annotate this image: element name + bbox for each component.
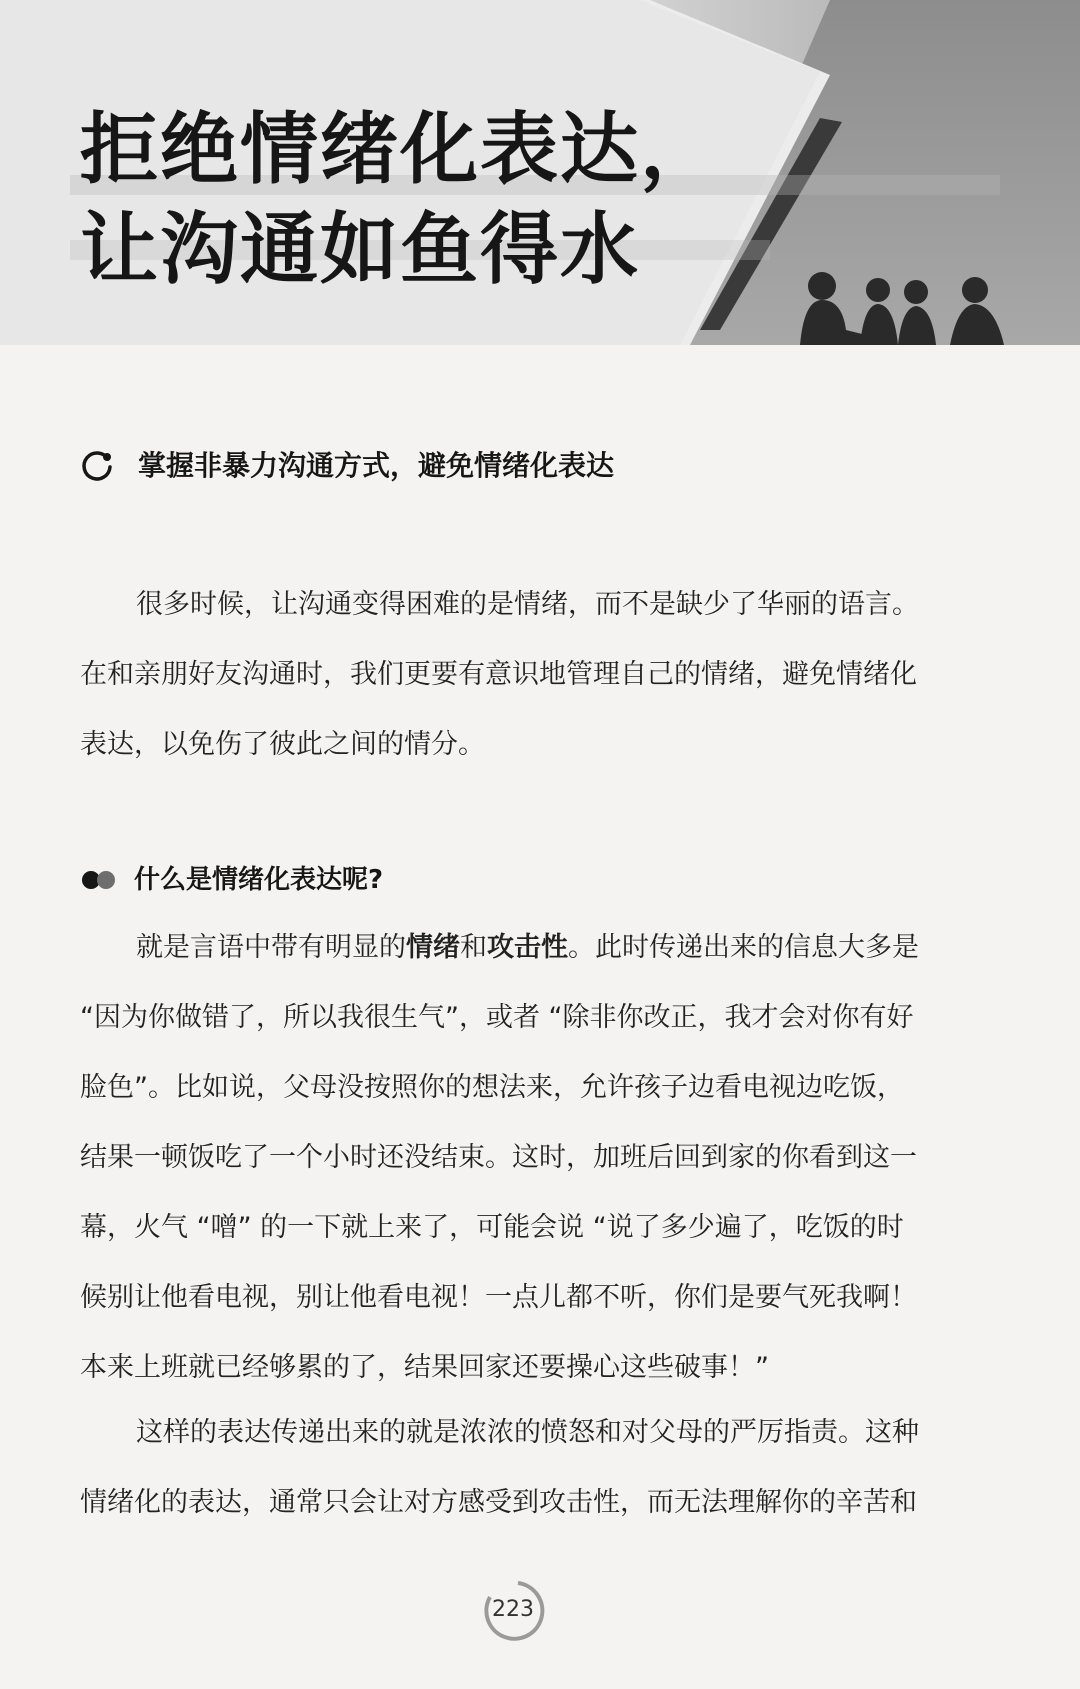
body-paragraph-1	[80, 913, 990, 1403]
body1-text: 。此时传递出来的信息大多是	[568, 932, 919, 963]
page-title	[80, 100, 720, 300]
body1-line-3: 脸色”。比如说，父母没按照你的想法来，允许孩子边看电视边吃饭，	[80, 1072, 904, 1103]
emphasis-emotion: 情绪	[406, 932, 460, 963]
body2-line-1: 这样的表达传递出来的就是浓浓的愤怒和对父母的严厉指责。这种	[136, 1417, 919, 1448]
header-banner	[0, 0, 1080, 345]
body1-text: 和	[460, 932, 487, 963]
title-line-2: 让沟通如鱼得水	[80, 205, 641, 295]
subsection-heading	[80, 858, 383, 902]
circle-arrow-icon	[80, 449, 114, 483]
body1-line-6: 候别让他看电视，别让他看电视！一点儿都不听，你们是要气死我啊！	[80, 1282, 917, 1313]
intro-line-3: 表达，以免伤了彼此之间的情分。	[80, 729, 485, 760]
body-paragraph-2	[80, 1398, 990, 1538]
body1-line-4: 结果一顿饭吃了一个小时还没结束。这时，加班后回到家的你看到这一	[80, 1142, 917, 1173]
two-dots-icon	[80, 869, 120, 891]
section-heading-text: 掌握非暴力沟通方式，避免情绪化表达	[138, 449, 615, 482]
page-number-text: 223	[492, 1597, 534, 1622]
intro-line-1: 很多时候，让沟通变得困难的是情绪，而不是缺少了华丽的语言。	[136, 589, 919, 620]
page-number	[478, 1575, 548, 1645]
intro-paragraph	[80, 570, 990, 780]
section-heading	[80, 444, 614, 488]
title-line-1: 拒绝情绪化表达，	[80, 105, 721, 195]
body2-line-2: 情绪化的表达，通常只会让对方感受到攻击性，而无法理解你的辛苦和	[80, 1487, 917, 1518]
body1-line-7: 本来上班就已经够累的了，结果回家还要操心这些破事！”	[80, 1352, 769, 1383]
body1-text: 就是言语中带有明显的	[136, 932, 406, 963]
intro-line-2: 在和亲朋好友沟通时，我们更要有意识地管理自己的情绪，避免情绪化	[80, 659, 917, 690]
body1-line-5: 幕，火气 “噌” 的一下就上来了，可能会说 “说了多少遍了，吃饭的时	[80, 1212, 904, 1243]
emphasis-aggression: 攻击性	[487, 932, 568, 963]
subsection-heading-text: 什么是情绪化表达呢?	[134, 865, 384, 895]
body1-line-1	[80, 913, 990, 983]
body1-line-2: “因为你做错了，所以我很生气”，或者 “除非你改正，我才会对你有好	[80, 1002, 914, 1033]
